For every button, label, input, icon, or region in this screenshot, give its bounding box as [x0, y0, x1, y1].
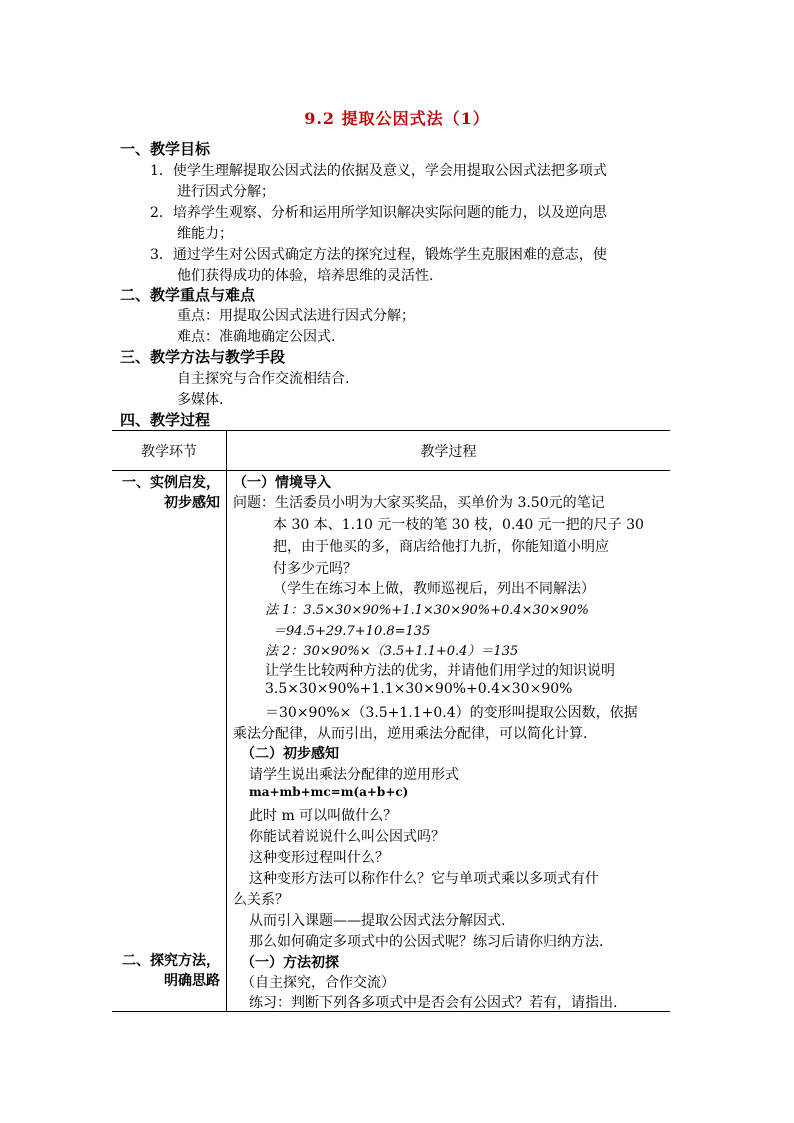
distributive-formula: ma+mb+mc=m(a+b+c) [249, 785, 409, 799]
compare-line-2: 3.5×30×90%+1.1×30×90%+0.4×30×90% [265, 681, 573, 697]
stage-2-label [122, 951, 220, 991]
explore-line-1: （自主探究，合作交流） [241, 975, 395, 991]
subheading-situation: （一）情境导入 [233, 475, 331, 491]
col-header-stage: 教学环节 [112, 431, 227, 471]
col-header-process: 教学过程 [227, 431, 671, 471]
compare-line-1: 让学生比较两种方法的优劣，并请他们用学过的知识说明 [265, 663, 615, 679]
method-1-line-1: 法 1：3.5×30×90%+1.1×30×90%+0.4×30×90% [265, 603, 589, 618]
goal-2-line-2: 维能力； [177, 226, 233, 242]
stage-2-line-1: 二、探究方法， [122, 953, 220, 969]
stage-1-label [122, 473, 220, 513]
key-focus: 重点：用提取公因式法进行因式分解； [177, 308, 415, 324]
page-title: 9.2 提取公因式法（1） [304, 109, 490, 128]
perception-line-4: 你能试着说说什么叫公因式吗？ [249, 829, 445, 845]
problem-line-1: 问题：生活委员小明为大家买奖品，买单价为 3.50元的笔记 [233, 495, 605, 511]
method-1-line-2: ＝94.5+29.7+10.8=135 [273, 624, 431, 639]
perception-line-6: 这种变形方法可以称作什么？它与单项式乘以多项式有什 [249, 871, 599, 887]
perception-line-8: 从而引入课题——提取公因式法分解因式. [249, 913, 506, 929]
compare-line-4: 乘法分配律，从而引出，逆用乘法分配律，可以简化计算. [233, 726, 588, 742]
goal-1-line-2: 进行因式分解； [177, 184, 275, 200]
goal-3-line-1: 3．通过学生对公因式确定方法的探究过程，锻炼学生克服困难的意志，使 [150, 247, 607, 263]
stage-1-line-1: 一、实例启发， [122, 475, 220, 491]
section-heading-process: 四、教学过程 [120, 411, 211, 429]
perception-line-3: 此时 m 可以叫做什么？ [249, 808, 398, 824]
method-line-2: 多媒体. [177, 392, 224, 408]
section-heading-goals: 一、教学目标 [120, 140, 211, 158]
subheading-perception: （二）初步感知 [241, 746, 339, 762]
compare-line-3: ＝30×90%×（3.5+1.1+0.4）的变形叫提取公因数，依据 [265, 705, 638, 721]
method-2-line: 法 2：30×90%×（3.5+1.1+0.4）＝135 [265, 644, 519, 659]
goal-2-line-1: 2．培养学生观察、分析和运用所学知识解决实际问题的能力，以及逆向思 [150, 205, 607, 221]
process-table [112, 430, 670, 1012]
explore-line-2: 练习：判断下列各多项式中是否会有公因式？若有，请指出. [249, 995, 618, 1011]
table-body-row [112, 471, 670, 1012]
stage-1-line-2: 初步感知 [164, 495, 220, 511]
perception-line-1: 请学生说出乘法分配律的逆用形式 [249, 767, 459, 783]
subheading-method-explore: （一）方法初探 [241, 955, 339, 971]
process-cell [227, 471, 671, 1012]
problem-line-2: 本 30 本、1.10 元一枝的笔 30 枝，0.40 元一把的尺子 30 [273, 517, 644, 533]
instruction-line: （学生在练习本上做，教师巡视后，列出不同解法） [273, 581, 595, 597]
goal-3-line-2: 他们获得成功的体验，培养思维的灵活性. [177, 268, 434, 284]
perception-line-5: 这种变形过程叫什么？ [249, 850, 389, 866]
stage-2-line-2: 明确思路 [164, 973, 220, 989]
problem-line-4: 付多少元吗？ [273, 561, 357, 577]
key-difficulty: 难点：准确地确定公因式. [177, 329, 336, 345]
stage-cell [112, 471, 227, 1012]
perception-line-9: 那么如何确定多项式中的公因式呢？练习后请你归纳方法. [249, 934, 604, 950]
section-heading-keypoints: 二、教学重点与难点 [120, 286, 256, 304]
table-header-row [112, 431, 670, 471]
section-heading-methods: 三、教学方法与教学手段 [120, 348, 286, 366]
goal-1-line-1: 1．使学生理解提取公因式法的依据及意义，学会用提取公因式法把多项式 [150, 163, 607, 179]
perception-line-7: 么关系？ [233, 892, 289, 908]
problem-line-3: 把，由于他买的多，商店给他打九折，你能知道小明应 [273, 539, 609, 555]
method-line-1: 自主探究与合作交流相结合. [177, 371, 350, 387]
